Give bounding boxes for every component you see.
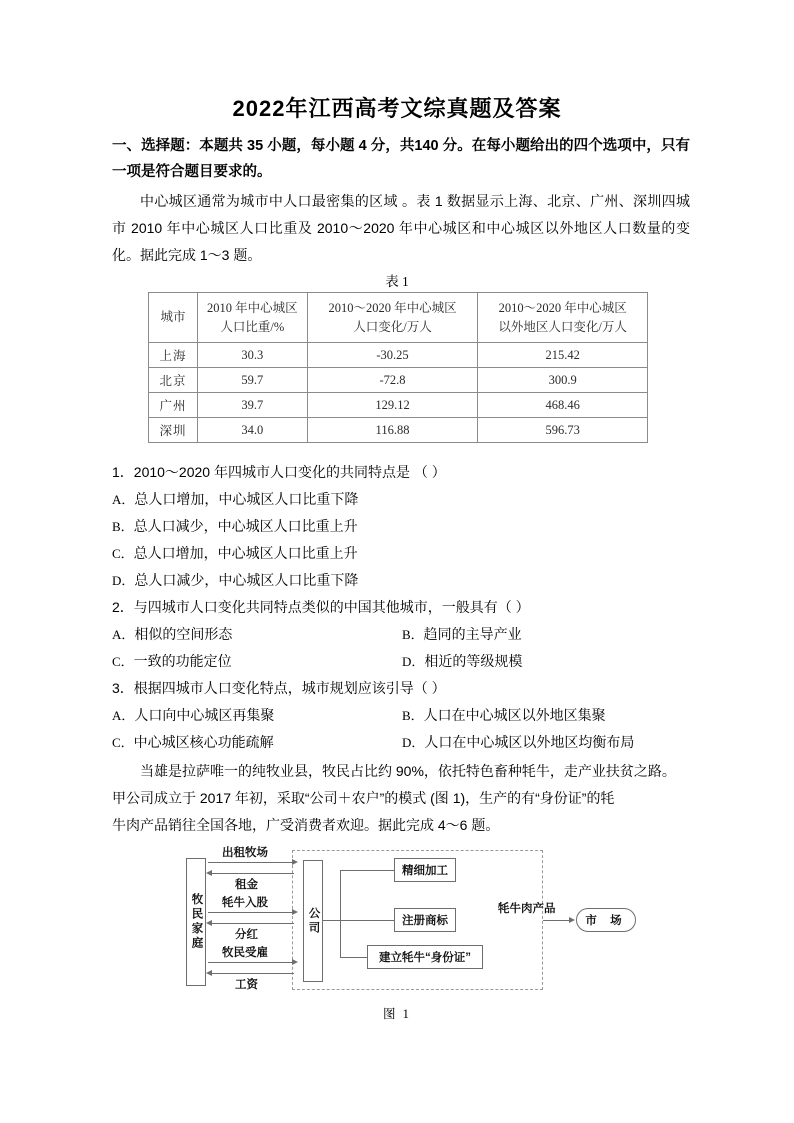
table-cell-value: 468.46 xyxy=(478,393,648,418)
table-1-caption: 表 1 xyxy=(385,274,409,289)
question-2-stem: 2．与四城市人口变化共同特点类似的中国其他城市，一般具有（ ） xyxy=(112,599,530,615)
option-text: 一致的功能定位 xyxy=(133,653,232,669)
company-branch-vertical xyxy=(340,870,341,958)
option-label: D． xyxy=(402,654,425,669)
option-label: B． xyxy=(402,708,424,723)
table-cell-value: -72.8 xyxy=(307,368,478,393)
flow-arrow-1-line xyxy=(208,862,294,863)
table-header-city: 城市 xyxy=(149,293,198,343)
option-text: 人口向中心城区再集聚 xyxy=(134,707,275,723)
option-label: A． xyxy=(112,708,135,723)
question-2-option-b[interactable] xyxy=(402,621,690,648)
passage-1: 中心城区通常为城市中人口最密集的区域 。表 1 数据显示上海、北京、广州、深圳四城市 2010 年中心城区人口比重及 2010～2020 年中心城区和中心城区以外地区人口数量的变化。据此完成 1～3 题。 xyxy=(112,193,690,263)
flow-label-wage: 工资 xyxy=(235,979,258,991)
option-text: 总人口增加，中心城区人口比重上升 xyxy=(133,545,358,561)
option-text: 中心城区核心功能疏解 xyxy=(133,734,274,750)
table-row xyxy=(149,418,648,443)
table-row xyxy=(149,368,648,393)
process-box-trademark: 注册商标 xyxy=(394,908,456,932)
option-label: B． xyxy=(402,627,424,642)
flow-arrow-2-head xyxy=(206,870,212,876)
table-header-row xyxy=(149,293,648,343)
flow-label-rent-money: 租金 xyxy=(235,879,258,891)
option-text: 总人口增加，中心城区人口比重下降 xyxy=(134,491,359,507)
question-2-options-row-2 xyxy=(112,648,690,675)
question-1-option-b[interactable] xyxy=(112,513,690,540)
option-label: C． xyxy=(112,546,134,561)
option-text: 相似的空间形态 xyxy=(134,626,233,642)
option-text: 相近的等级规模 xyxy=(424,653,523,669)
option-label: A． xyxy=(112,492,135,507)
question-2-option-a[interactable] xyxy=(112,621,402,648)
table-cell-value: 596.73 xyxy=(478,418,648,443)
option-label: D． xyxy=(112,573,135,588)
herder-household-box: 牧民家庭 xyxy=(186,858,206,986)
table-row xyxy=(149,393,648,418)
market-box: 市 场 xyxy=(576,908,636,932)
table-cell-city: 深圳 xyxy=(149,418,198,443)
question-1-option-c[interactable] xyxy=(112,540,690,567)
table-cell-value: 129.12 xyxy=(307,393,478,418)
question-2-option-d[interactable] xyxy=(402,648,690,675)
figure-1-caption: 图 1 xyxy=(383,1007,411,1021)
question-3-option-b[interactable] xyxy=(402,702,690,729)
option-label: C． xyxy=(112,654,134,669)
flow-arrow-2-line xyxy=(208,873,294,874)
flow-label-employment: 牧民受雇 xyxy=(222,947,268,959)
passage-2-line-3: 牛肉产品销往全国各地，广受消费者欢迎。据此完成 4～6 题。 xyxy=(112,817,500,833)
market-arrow-line xyxy=(543,920,571,921)
flow-label-rent-pasture: 出租牧场 xyxy=(222,847,268,859)
flow-arrow-5-line xyxy=(208,962,294,963)
option-text: 人口在中心城区以外地区均衡布局 xyxy=(424,734,635,750)
flow-arrow-6-line xyxy=(208,973,294,974)
flow-label-dividend: 分红 xyxy=(235,929,258,941)
page-title: 2022年江西高考文综真题及答案 xyxy=(232,96,562,121)
table-header-col2: 2010 年中心城区 人口比重/% xyxy=(197,293,307,343)
option-text: 总人口减少，中心城区人口比重下降 xyxy=(134,572,359,588)
flow-label-yak-shares: 牦牛入股 xyxy=(222,897,268,909)
table-cell-city: 北京 xyxy=(149,368,198,393)
company-branch-stem xyxy=(323,920,341,921)
product-flow-label: 牦牛肉产品 xyxy=(498,903,556,915)
option-label: B． xyxy=(112,519,134,534)
table-header-col3: 2010～2020 年中心城区 人口变化/万人 xyxy=(307,293,478,343)
question-1-stem: 1．2010～2020 年四城市人口变化的共同特点是 （ ） xyxy=(112,464,446,480)
question-3-stem: 3．根据四城市人口变化特点，城市规划应该引导（ ） xyxy=(112,680,446,696)
table-cell-value: 34.0 xyxy=(197,418,307,443)
option-label: A． xyxy=(112,627,135,642)
question-3-option-c[interactable] xyxy=(112,729,402,756)
passage-2-line-2: 甲公司成立于 2017 年初，采取“公司＋农户”的模式 (图 1)，生产的有“身份证”的牦 xyxy=(112,790,615,806)
figure-1-diagram xyxy=(186,848,626,998)
question-3-option-d[interactable] xyxy=(402,729,690,756)
option-text: 总人口减少，中心城区人口比重上升 xyxy=(133,518,358,534)
market-arrow-head xyxy=(569,917,575,923)
question-3-options-row-1 xyxy=(112,702,690,729)
table-1 xyxy=(148,292,648,443)
question-2-option-c[interactable] xyxy=(112,648,402,675)
flow-arrow-4-line xyxy=(208,923,294,924)
flow-arrow-3-head xyxy=(292,909,298,915)
flow-arrow-5-head xyxy=(292,959,298,965)
table-cell-value: -30.25 xyxy=(307,343,478,368)
table-cell-value: 59.7 xyxy=(197,368,307,393)
branch-line-to-idcard xyxy=(340,957,368,958)
flow-arrow-3-line xyxy=(208,912,294,913)
question-1-option-a[interactable] xyxy=(112,486,690,513)
process-box-fine-processing: 精细加工 xyxy=(394,858,456,882)
option-label: C． xyxy=(112,735,134,750)
option-text: 趋同的主导产业 xyxy=(423,626,522,642)
section-heading: 一、选择题：本题共 35 小题，每小题 4 分，共140 分。在每小题给出的四个选项中，只有一项是符合题目要求的。 xyxy=(112,138,690,180)
question-3-options-row-2 xyxy=(112,729,690,756)
table-cell-value: 30.3 xyxy=(197,343,307,368)
table-row xyxy=(149,343,648,368)
branch-line-to-trademark xyxy=(340,920,395,921)
flow-arrow-4-head xyxy=(206,920,212,926)
table-header-col4: 2010～2020 年中心城区 以外地区人口变化/万人 xyxy=(478,293,648,343)
option-text: 人口在中心城区以外地区集聚 xyxy=(423,707,606,723)
table-cell-value: 300.9 xyxy=(478,368,648,393)
flow-arrow-1-head xyxy=(292,859,298,865)
table-cell-value: 39.7 xyxy=(197,393,307,418)
branch-line-to-processing xyxy=(340,870,395,871)
passage-2-line-1: 当雄是拉萨唯一的纯牧业县，牧民占比约 90%，依托特色畜种牦牛，走产业扶贫之路。 xyxy=(140,763,676,779)
company-box: 公司 xyxy=(303,860,323,982)
flow-arrow-6-head xyxy=(206,970,212,976)
question-2-options-row-1 xyxy=(112,621,690,648)
process-box-yak-id: 建立牦牛“身份证” xyxy=(367,945,483,969)
table-cell-city: 上海 xyxy=(149,343,198,368)
question-3-option-a[interactable] xyxy=(112,702,402,729)
table-cell-value: 215.42 xyxy=(478,343,648,368)
table-cell-value: 116.88 xyxy=(307,418,478,443)
question-1-option-d[interactable] xyxy=(112,567,690,594)
table-cell-city: 广州 xyxy=(149,393,198,418)
option-label: D． xyxy=(402,735,425,750)
